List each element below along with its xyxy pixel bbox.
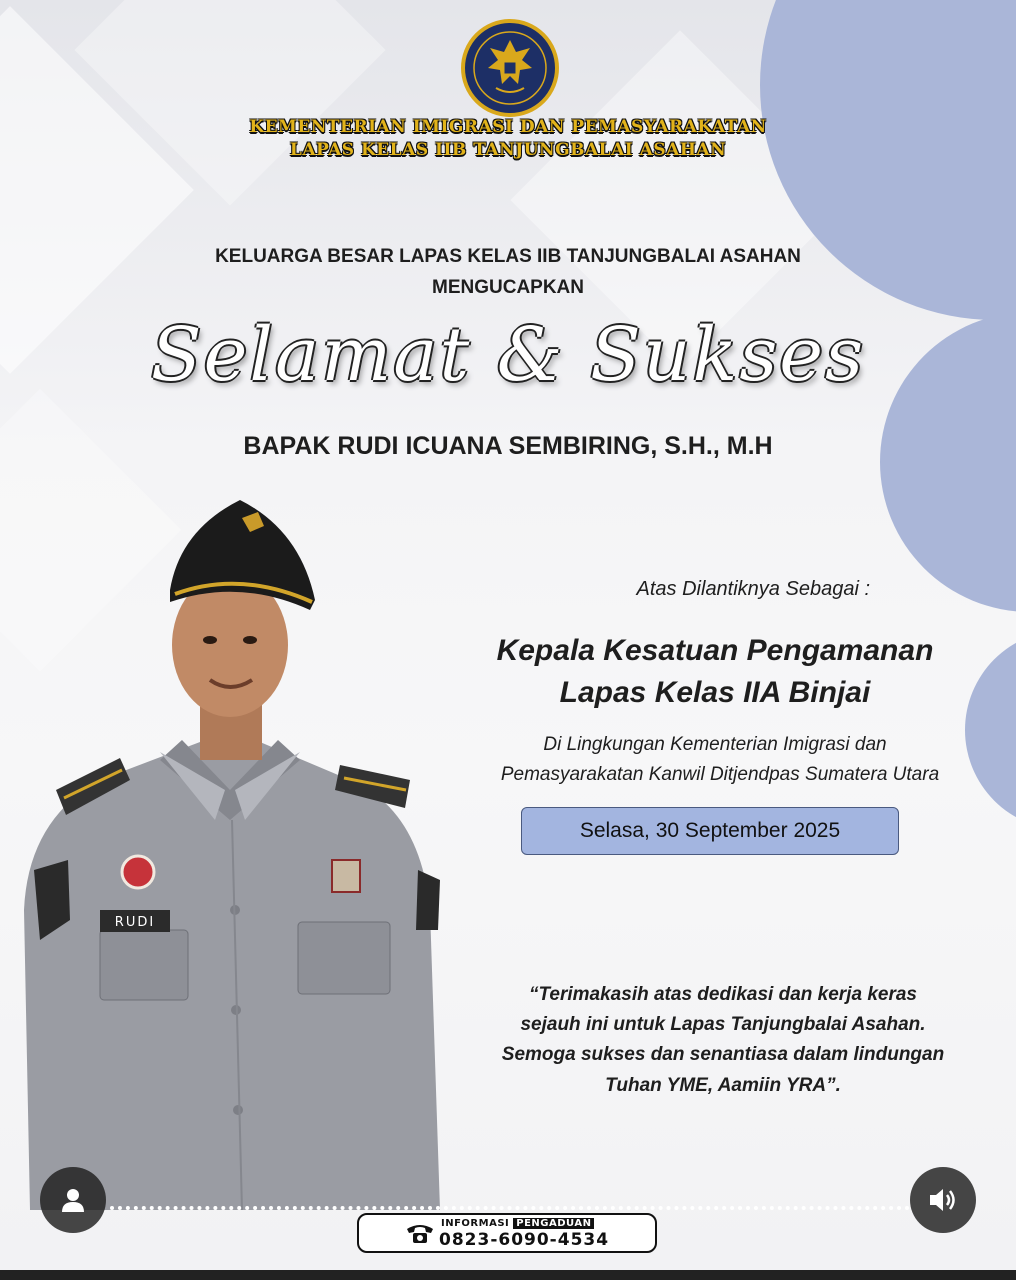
profile-button[interactable] xyxy=(40,1167,106,1233)
greeting-line-1: KELUARGA BESAR LAPAS KELAS IIB TANJUNGBALAI ASAHAN xyxy=(215,246,801,267)
viewer-bottom-edge xyxy=(0,1270,1016,1280)
org-name-line-2: LAPAS KELAS IIB TANJUNGBALAI ASAHAN xyxy=(289,140,727,160)
greeting-line-2: MENGUCAPKAN xyxy=(432,277,584,298)
appointment-intro: Atas Dilantiknya Sebagai : xyxy=(636,578,870,600)
user-icon xyxy=(58,1185,88,1215)
speaker-icon xyxy=(927,1185,959,1215)
quote-line-4: Tuhan YME, Aamiin YRA”. xyxy=(605,1075,841,1096)
complaint-label-part-1: INFORMASI xyxy=(441,1218,510,1229)
appointment-environment-line-2: Pemasyarakatan Kanwil Ditjendpas Sumatera Utara xyxy=(500,764,940,785)
honoree-portrait xyxy=(10,490,450,1210)
honoree-name: BAPAK RUDI ICUANA SEMBIRING, S.H., M.H xyxy=(243,432,773,460)
telephone-icon xyxy=(405,1221,435,1245)
complaint-label xyxy=(441,1218,594,1229)
quote-line-3: Semoga sukses dan senantiasa dalam lindungan xyxy=(501,1044,945,1065)
appointment-date-badge: Selasa, 30 September 2025 xyxy=(521,807,899,855)
org-name-line-1: KEMENTERIAN IMIGRASI DAN PEMASYARAKATAN xyxy=(249,117,767,137)
sound-toggle-button[interactable] xyxy=(910,1167,976,1233)
appointment-position-line-1: Kepala Kesatuan Pengamanan xyxy=(496,634,934,667)
complaint-phone-number: 0823-6090-4534 xyxy=(439,1230,610,1250)
complaint-label-part-2: PENGADUAN xyxy=(513,1218,594,1229)
quote-line-2: sejauh ini untuk Lapas Tanjungbalai Asahan. xyxy=(520,1014,926,1035)
appointment-position-line-2: Lapas Kelas IIA Binjai xyxy=(559,676,871,709)
appointment-environment-line-1: Di Lingkungan Kementerian Imigrasi dan xyxy=(543,734,887,755)
name-tag: RUDI xyxy=(114,915,156,930)
complaint-info-box xyxy=(357,1213,657,1253)
decor-circle-top xyxy=(760,0,1016,320)
ministry-emblem-icon xyxy=(460,18,560,118)
footer-divider xyxy=(110,1206,910,1210)
greeting-title: Selamat & Sukses xyxy=(150,312,866,398)
quote-line-1: “Terimakasih atas dedikasi dan kerja keras xyxy=(529,984,917,1005)
